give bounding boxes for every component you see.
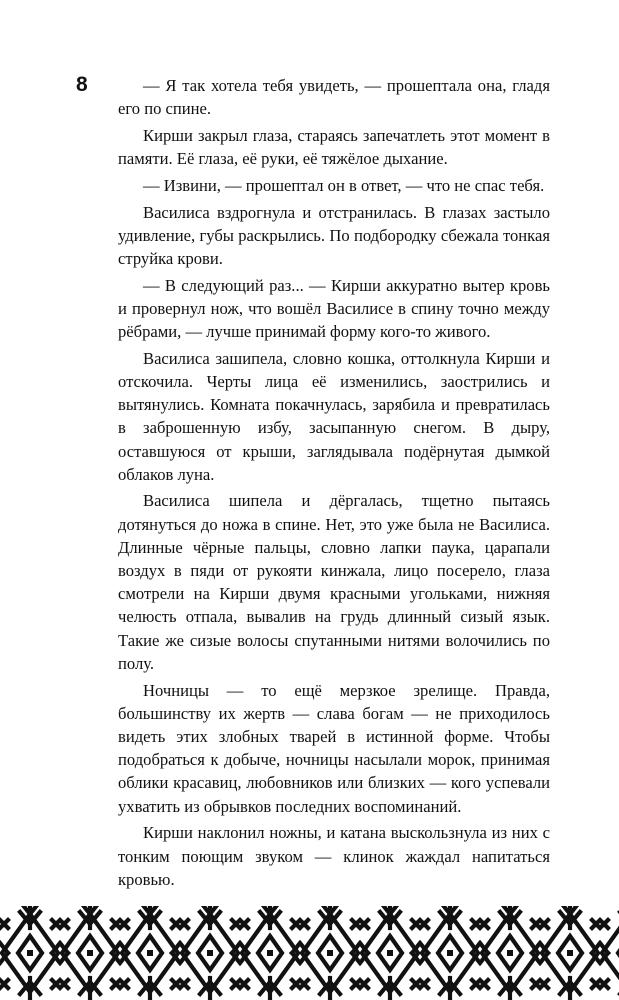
folk-pattern-border-icon xyxy=(0,906,619,1000)
paragraph: Кирши наклонил ножны, и катана выскользнула из них с тонким поющим звуком — клинок жаждал напитаться кровью. xyxy=(118,823,550,889)
paragraph: Кирши закрыл глаза, стараясь запечатлеть этот момент в памяти. Её глаза, её руки, её тяжёлое дыхание. xyxy=(118,125,550,169)
paragraph: — Извини, — прошептал он в ответ, — что не спас тебя. xyxy=(143,175,545,195)
paragraph: Василиса зашипела, словно кошка, оттолкнула Кирши и отскочила. Черты лица её изменились, заострились и вытянулись. Комната покачнулась, зарябила и превратилась в заброшенную избу, засыпанную снегом. В дыру, оставшуюся от крыши, заглядывала подёрнутая дымкой облаков луна. xyxy=(118,348,550,484)
paragraph: — Я так хотела тебя увидеть, — прошептала она, гладя его по спине. xyxy=(118,76,550,119)
page-number: 8 xyxy=(76,73,88,96)
paragraph: Василиса вздрогнула и отстранилась. В глазах застыло удивление, губы раскрылись. По подбородку сбежала тонкая струйка крови. xyxy=(118,202,550,268)
paragraph: Василиса шипела и дёргалась, тщетно пытаясь дотянуться до ножа в спине. Нет, это уже была не Василиса. Длинные чёрные пальцы, словно лапки паука, царапали воздух в пяди от рукояти кинжала, лицо посерело, глаза смотрели на Кирши двумя красными угольками, нижняя челюсть отпала, вывалив на грудь длинный сизый язык. Такие же сизые волосы спутанными нитями волочились по полу. xyxy=(118,491,550,673)
body-text xyxy=(118,74,550,894)
paragraph: — В следующий раз... — Кирши аккуратно вытер кровь и провернул нож, что вошёл Василисе в спину точно между рёбрами, — лучше принимай форму кого-то живого. xyxy=(118,275,550,342)
paragraph: Ночницы — то ещё мерзкое зрелище. Правда, большинству их жертв — слава богам — не приходилось видеть этих злобных тварей в истинной форме. Чтобы подобраться к добыче, ночницы насылали морок, принимая облики красавиц, любовников или близких — кого успевали ухватить из обрывков последних воспоминаний. xyxy=(118,680,550,816)
